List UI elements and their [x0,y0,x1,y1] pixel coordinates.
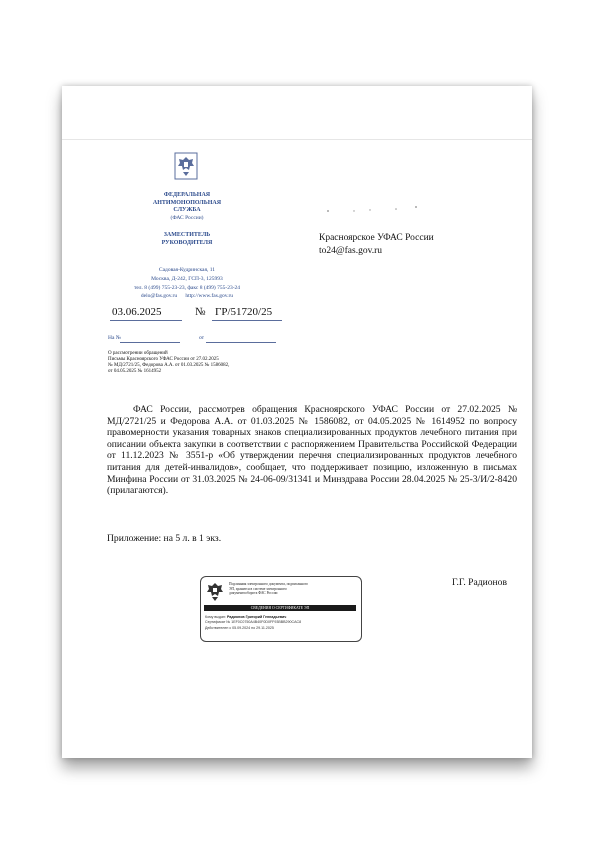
recipient-block [319,232,434,257]
stamp-header [229,582,357,596]
outgoing-number: ГР/51720/25 [215,306,273,318]
org-line-2: АНТИМОНОПОЛЬНАЯ [152,199,222,206]
stamp-certificate-bar: СВЕДЕНИЯ О СЕРТИФИКАТЕ ЭП [204,605,356,611]
stamp-certificate-details [205,615,355,631]
address-line-2: Москва, Д-242, ГСП-3, 125993 [151,275,223,282]
stamp-header-line-3: документооборота ФАС России [229,591,278,596]
reference-date-underline [206,342,276,343]
body-paragraph: ФАС России, рассмотрев обращения Красноярского УФАС России от 27.02.2025 № МД/2721/25 и Федорова А.А. от 01.03.2025 № 1586082, от 04.05.2025 № 1614952 по вопросу правомерности указания товарных знаков специализированных продуктов лечебного питания при описании объекта закупки в соответствии с распоряжением Правительства Российской Федерации от 11.12.2023 № 3551-р «Об утверждении перечня специализированных продуктов лечебного питания для детей-инвалидов», сообщает, что поддерживает позицию, изложенную в письмах Минфина России от 31.03.2025 № 24-06-09/31341 и Минздрава России 28.04.2025 № 25-3/И/2-8420 (прилагаются). [107,404,517,497]
russian-coat-of-arms-icon [205,581,225,603]
appendix-note: Приложение: на 5 л. в 1 экз. [107,533,222,544]
validity-to: 29.11.2025 [256,625,274,630]
reference-date-label: от [199,335,205,341]
letter-body [107,404,517,497]
date-underline [110,320,182,321]
outgoing-number-sign: № [195,306,206,318]
subject-line-4: от 04.05.2025 № 1614952 [108,369,162,374]
role-line-2: РУКОВОДИТЕЛЯ [161,239,213,246]
page-top-band [62,86,532,140]
electronic-signature-stamp [200,576,362,642]
sender-organization [132,192,242,222]
issued-to-label: Кому выдан: [205,615,226,619]
sender-role [132,232,242,247]
certificate-value: 1EF0C0750A4B40F0D0FF93BBB290CAC8 [231,620,302,625]
certificate-label: Сертификат № [205,620,231,625]
validity-to-label: по [251,625,256,630]
signatory-name: Г.Г. Радионов [452,577,507,588]
validity-from: 05.09.2024 [232,625,251,630]
org-line-3: СЛУЖБА [173,207,201,214]
address-line-4: delo@fas.gov.ru http://www.fas.gov.ru [140,293,234,300]
address-line-1: Садовая-Кудринская, 11 [158,267,216,273]
stamp-header-line-1: Подлинник электронного документа, подписанного [229,582,308,586]
recipient-email: to24@fas.gov.ru [319,245,383,256]
number-underline [212,320,282,321]
stamp-header-line-2: ЭП, хранится в системе электронного [229,586,287,591]
sender-address [97,266,277,301]
role-line-1: ЗАМЕСТИТЕЛЬ [163,232,211,238]
reference-number-underline [120,342,180,343]
russian-coat-of-arms-icon [174,152,198,180]
stamp-validity [205,626,355,631]
document-page [62,86,532,758]
subject-line-1: О рассмотрении обращений [108,351,168,356]
subject-line-3: № МД/2721/25, Федорова А.А. от 01.03.2025 № 1586082, [108,363,230,368]
org-line-1: ФЕДЕРАЛЬНАЯ [163,192,211,198]
address-line-3: тел. 8 (499) 755-23-23, факс 8 (499) 755-23-24 [133,284,241,291]
recipient-name: Красноярское УФАС России [319,233,434,243]
org-abbreviation: (ФАС России) [170,214,204,221]
subject-line-2: Письмы Красноярского УФАС России от 27.02.2025 [108,357,219,362]
letter-subject [108,351,280,375]
outgoing-date: 03.06.2025 [112,306,162,318]
validity-label: Действителен с [205,625,232,630]
issued-to-value: Радионов Григорий Геннадьевич [226,615,287,619]
reference-number-label: На № [108,335,122,341]
faint-marks [324,205,424,215]
